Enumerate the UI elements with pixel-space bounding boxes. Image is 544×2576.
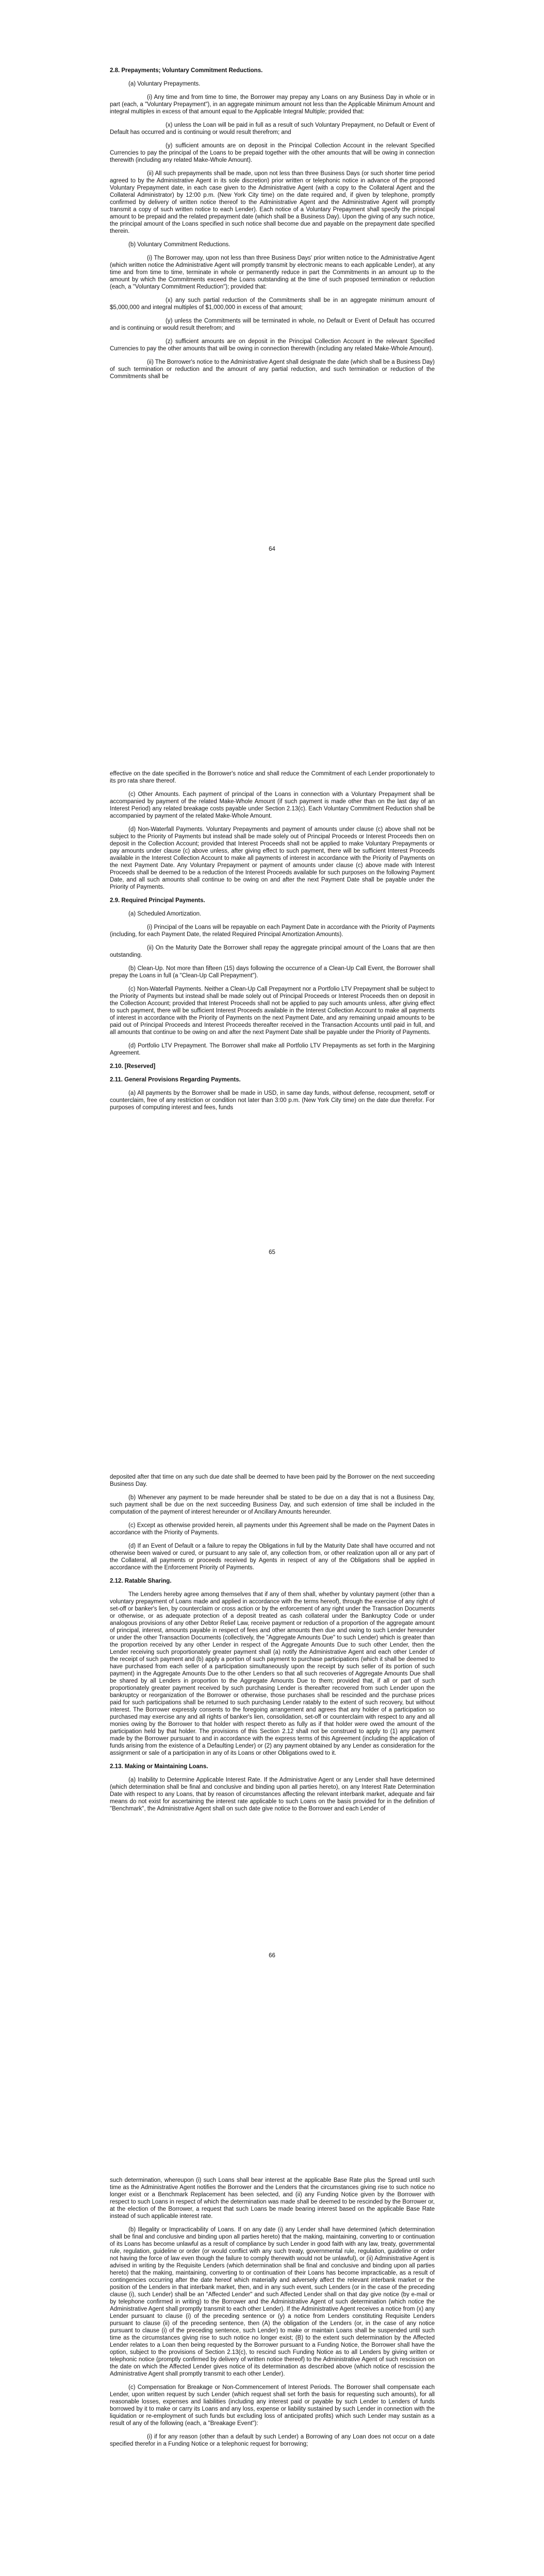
section-heading: 2.9. Required Principal Payments.	[110, 897, 205, 904]
paragraph: (b) Clean-Up. Not more than fifteen (15) days following the occurrence of a Clean-Up Call Event, the Borrower shall prepay the Loans in full (a "Clean-Up Call Prepayment").	[110, 965, 435, 979]
paragraph: effective on the date specified in the Borrower's notice and shall reduce the Commitment of each Lender proportionately to its pro rata share thereof.	[110, 771, 435, 784]
paragraph: (d) Non-Waterfall Payments. Voluntary Prepayments and payment of amounts under clause (c) above shall not be subject to the Priority of Payments but instead shall be made solely out of Principal Proceeds or Interest Proceeds then on deposit in the Collection Account; provided that Interest Proceeds shall not be applied to make Voluntary Prepayments or pay amounts under clause (c) above unless, after giving effect to such payment, there will be sufficient Interest Proceeds available in the Interest Collection Account to make all payments of interest in accordance with the Priority of Payments on the next Payment Date. Any Voluntary Prepayment or payment of amounts under clause (c) above made with Interest Proceeds shall be deemed to be a reduction of the Interest Proceeds available for such purposes on the following Payment Date, and all such amounts shall continue to be owing on and after the next Payment Date shall be payable under the Priority of Payments.	[110, 826, 435, 890]
paragraph: (a) Inability to Determine Applicable Interest Rate. If the Administrative Agent or any Lender shall have determined (which determination shall be final and conclusive and binding upon all parties hereto), on any Interest Rate Determination Date with respect to any Loans, that by reason of circumstances affecting the relevant interbank market, adequate and fair means do not exist for ascertaining the interest rate applicable to such Loans on the basis provided for in the definition of "Benchmark", the Administrative Agent shall on such date give notice to the Borrower and each Lender of	[110, 1777, 435, 1812]
paragraph: such determination, whereupon (i) such Loans shall bear interest at the applicable Base Rate plus the Spread until such time as the Administrative Agent notifies the Borrower and the Lenders that the circumstances giving rise to such notice no longer exist or a Benchmark Replacement has been selected, and (ii) any Funding Notice given by the Borrower with respect to such Loans in respect of which the determination was made shall be deemed to be rescinded by the Borrower or, at the election of the Borrower, a request that such Loans be made bearing interest based on the applicable Base Rate instead of such applicable interest rate.	[110, 2177, 435, 2219]
paragraph: (i) Any time and from time to time, the Borrower may prepay any Loans on any Business Day in whole or in part (each, a "Voluntary Prepayment"), in an aggregate minimum amount not less than the Applicable Minimum Amount and integral multiples in excess of that amount equal to the Applicable Integral Multiple; provided that:	[110, 94, 435, 115]
document-page-66	[0, 1406, 544, 2110]
section-heading: 2.11. General Provisions Regarding Payments.	[110, 1077, 241, 1083]
paragraph: (ii) All such prepayments shall be made, upon not less than three Business Days (or such shorter time period agreed to by the Administrative Agent in its sole discretion) prior written or telephonic notice in advance of the proposed Voluntary Prepayment date, in each case given to the Administrative Agent (with a copy to the Collateral Agent and the Collateral Administrator) by 12:00 p.m. (New York City time) on the date required and, if given by telephone, promptly confirmed by delivery of written notice thereof to the Administrative Agent and the Administrative Agent will promptly transmit a copy of such written notice to each Lender). Each notice of a Voluntary Prepayment shall specify the principal amount to be prepaid and the related prepayment date (which shall be a Business Day). Upon the giving of any such notice, the principal amount of the Loans specified in such notice shall become due and payable on the prepayment date specified therein.	[110, 171, 435, 234]
section-heading: 2.8. Prepayments; Voluntary Commitment Reductions.	[110, 67, 263, 74]
paragraph: (d) Portfolio LTV Prepayment. The Borrower shall make all Portfolio LTV Prepayments as set forth in the Margining Agreement.	[110, 1043, 435, 1056]
paragraph: (a) Voluntary Prepayments.	[128, 81, 201, 87]
section-heading: 2.10. [Reserved]	[110, 1063, 156, 1070]
page-number: 65	[269, 1249, 275, 1256]
document-page-67	[0, 2110, 544, 2576]
paragraph: (b) Illegality or Impracticability of Loans. If on any date (i) any Lender shall have determined (which determination shall be final and conclusive and binding upon all parties hereto) that the making, maintaining, converting to or continuation of its Loans has become unlawful as a result of compliance by such Lender in good faith with any law, treaty, governmental rule, regulation, guideline or order (or would conflict with any such treaty, governmental rule, regulation, guideline or order not having the force of law even though the failure to comply therewith would not be unlawful), or (ii) Administrative Agent is advised in writing by the Requisite Lenders (which determination shall be final and conclusive and binding upon all parties hereto) that the making, maintaining, converting to or continuation of their Loans has become impracticable, as a result of contingencies occurring after the date hereof which materially and adversely affect the relevant interbank market or the position of the Lenders in that interbank market, then, and in any such event, such Lenders (or in the case of the preceding clause (i), such Lender) shall be an "Affected Lender" and such Affected Lender shall on that day give notice (by e-mail or by telephone confirmed in writing) to the Borrower and the Administrative Agent of such determination (which notice the Administrative Agent shall promptly transmit to each other Lender). If the Administrative Agent receives a notice from (x) any Lender pursuant to clause (i) of the preceding sentence or (y) a notice from Lenders constituting Requisite Lenders pursuant to clause (ii) of the preceding sentence, then (A) the obligation of the Lenders (or, in the case of any notice pursuant to clause (i) of the preceding sentence, such Lender) to make or maintain Loans shall be suspended until such time as the circumstances giving rise to such notice no longer exist; (B) to the extent such determination by the Affected Lender relates to a Loan then being requested by the Borrower pursuant to a Funding Notice, the Borrower shall have the option, subject to the provisions of Section 2.13(c), to rescind such Funding Notice as to all Lenders by giving written or telephonic notice (promptly confirmed by delivery of written notice thereof) to the Administrative Agent of such rescission on the date on which the Affected Lender gives notice of its determination as described above (which notice of rescission the Administrative Agent shall promptly transmit to each other Lender).	[110, 2227, 435, 2377]
section-heading: 2.12. Ratable Sharing.	[110, 1578, 172, 1584]
paragraph: (ii) The Borrower's notice to the Administrative Agent shall designate the date (which shall be a Business Day) of such termination or reduction and the amount of any partial reduction, and such termination or reduction of the Commitments shall be	[110, 359, 435, 380]
page-body	[110, 770, 435, 1285]
page-body	[110, 67, 435, 582]
page-number: 66	[269, 1953, 275, 1959]
document-page-64	[0, 0, 544, 703]
section-heading: 2.13. Making or Maintaining Loans.	[110, 1764, 208, 1770]
paragraph: (a) Scheduled Amortization.	[128, 911, 202, 917]
paragraph: (c) Compensation for Breakage or Non-Commencement of Interest Periods. The Borrower shall compensate each Lender, upon written request by such Lender (which request shall set forth the basis for requesting such amounts), for all reasonable losses, expenses and liabilities (including any interest paid or payable by such Lender to Lenders of funds borrowed by it to make or carry its Loans and any loss, expense or liability sustained by such Lender in connection with the liquidation or re-employment of such funds but excluding loss of anticipated profits) which such Lender may sustain as a result of any of the following (each, a "Breakage Event"):	[110, 2384, 435, 2427]
paragraph: deposited after that time on any such due date shall be deemed to have been paid by the Borrower on the next succeeding Business Day.	[110, 1474, 435, 1487]
paragraph: (i) The Borrower may, upon not less than three Business Days' prior written notice to the Administrative Agent (which written notice the Administrative Agent will promptly transmit by electronic means to each applicable Lender), at any time and from time to time, terminate in whole or permanently reduce in part the Commitments in an amount up to the amount by which the Commitments exceed the Loans outstanding at the time of such proposed termination or reduction (each, a "Voluntary Commitment Reduction"); provided that:	[110, 255, 435, 290]
paragraph: (a) All payments by the Borrower shall be made in USD, in same day funds, without defense, recoupment, setoff or counterclaim, free of any restriction or condition not later than 3:00 p.m. (New York City time) on the date due therefor. For purposes of computing interest and fees, funds	[110, 1090, 435, 1111]
paragraph: (x) unless the Loan will be paid in full as a result of such Voluntary Prepayment, no Default or Event of Default has occurred and is continuing or would result therefrom; and	[110, 122, 435, 135]
paragraph: (c) Except as otherwise provided herein, all payments under this Agreement shall be made on the Payment Dates in accordance with the Priority of Payments.	[110, 1522, 435, 1536]
paragraph: (c) Other Amounts. Each payment of principal of the Loans in connection with a Voluntary Prepayment shall be accompanied by payment of the related Make-Whole Amount (if such payment is made other than on the last day of an Interest Period) any related breakage costs payable under Section 2.13(c). Each Voluntary Commitment Reduction shall be accompanied by payment of the related Make-Whole Amount.	[110, 791, 435, 819]
document-page-65	[0, 703, 544, 1406]
paragraph: (y) unless the Commitments will be terminated in whole, no Default or Event of Default has occurred and is continuing or would result therefrom; and	[110, 318, 435, 331]
paragraph: (x) any such partial reduction of the Commitments shall be in an aggregate minimum amount of $5,000,000 and integral multiples of $1,000,000 in excess of that amount;	[110, 297, 435, 311]
paragraph: The Lenders hereby agree among themselves that if any of them shall, whether by voluntary payment (other than a voluntary prepayment of Loans made and applied in accordance with the terms hereof), through the exercise of any right of set-off or banker's lien, by counterclaim or cross action or by the enforcement of any right under the Transaction Documents or otherwise, or as adequate protection of a deposit treated as cash collateral under the Bankruptcy Code or under analogous provisions of any other Debtor Relief Law, receive payment or reduction of a proportion of the aggregate amount of principal, interest, amounts payable in respect of fees and other amounts then due and owing to such Lender hereunder or under the other Transaction Documents (collectively, the "Aggregate Amounts Due" to such Lender) which is greater than the proportion received by any other Lender in respect of the Aggregate Amounts Due to such other Lender, then the Lender receiving such proportionately greater payment shall (a) notify the Administrative Agent and each other Lender of the receipt of such payment and (b) apply a portion of such payment to purchase participations (which it shall be deemed to have purchased from each seller of a participation simultaneously upon the receipt by such seller of its portion of such payment) in the Aggregate Amounts Due to the other Lenders so that all such recoveries of Aggregate Amounts Due shall be shared by all Lenders in proportion to the Aggregate Amounts Due to them; provided that, if all or part of such proportionately greater payment received by such purchasing Lender is thereafter recovered from such Lender upon the bankruptcy or reorganization of the Borrower or otherwise, those purchases shall be rescinded and the purchase prices paid for such participations shall be returned to such purchasing Lender ratably to the extent of such recovery, but without interest. The Borrower expressly consents to the foregoing arrangement and agrees that any holder of a participation so purchased may exercise any and all rights of banker's lien, consolidation, set-off or counterclaim with respect to any and all monies owing by the Borrower to that holder with respect thereto as fully as if that holder were owed the amount of the participation held by that holder. The provisions of this Section 2.12 shall not be construed to apply to (1) any payment made by the Borrower pursuant to and in accordance with the express terms of this Agreement (including the application of funds arising from the existence of a Defaulting Lender) or (2) any payment obtained by any Lender as consideration for the assignment or sale of a participation in any of its Loans or other Obligations owed to it.	[110, 1591, 435, 1756]
paragraph: (ii) On the Maturity Date the Borrower shall repay the aggregate principal amount of the Loans that are then outstanding.	[110, 945, 435, 958]
paragraph: (z) sufficient amounts are on deposit in the Principal Collection Account in the relevant Specified Currencies to pay the other amounts that will be owing in connection therewith (including any related Make-Whole Amount).	[110, 338, 435, 352]
paragraph: (c) Non-Waterfall Payments. Neither a Clean-Up Call Prepayment nor a Portfolio LTV Prepayment shall be subject to the Priority of Payments but instead shall be made solely out of Principal Proceeds or Interest Proceeds then on deposit in the Collection Account; provided that Interest Proceeds shall not be applied to pay such amounts unless, after giving effect to such payment, there will be sufficient Interest Proceeds available in the Interest Collection Account to make all payments of interest in accordance with the Priority of Payments on the next Payment Date, and any remaining unpaid amounts to be paid out of Principal Proceeds and Interest Proceeds thereafter received in the Transaction Accounts until paid in full, and all amounts that continue to be owing on and after the next Payment Date shall be payable under the Priority of Payments.	[110, 986, 435, 1036]
paragraph: (i) if for any reason (other than a default by such Lender) a Borrowing of any Loan does not occur on a date specified therefor in a Funding Notice or a telephonic request for borrowing;	[110, 2434, 435, 2447]
paragraph: (b) Whenever any payment to be made hereunder shall be stated to be due on a day that is not a Business Day, such payment shall be due on the next succeeding Business Day, and such extension of time shall be included in the computation of the payment of interest hereunder or of Ancillary Amounts hereunder.	[110, 1495, 435, 1515]
page-body	[110, 2177, 435, 2576]
paragraph: (y) sufficient amounts are on deposit in the Principal Collection Account in the relevant Specified Currencies to pay the principal of the Loans to be prepaid together with the other amounts that will be owing in connection therewith (including any related Make-Whole Amount).	[110, 143, 435, 163]
page-body	[110, 1473, 435, 1989]
paragraph: (d) If an Event of Default or a failure to repay the Obligations in full by the Maturity Date shall have occurred and not otherwise been waived or cured, or pursuant to any sale of, any collection from, or other realization upon all or any part of the Collateral, all payments or proceeds received by Agents in respect of any of the Obligations shall be applied in accordance with the Enforcement Priority of Payments.	[110, 1543, 435, 1571]
page-number: 64	[269, 546, 275, 552]
paragraph: (i) Principal of the Loans will be repayable on each Payment Date in accordance with the Priority of Payments (including, for each Payment Date, the related Required Principal Amortization Amounts).	[110, 924, 435, 938]
paragraph: (b) Voluntary Commitment Reductions.	[128, 242, 230, 248]
